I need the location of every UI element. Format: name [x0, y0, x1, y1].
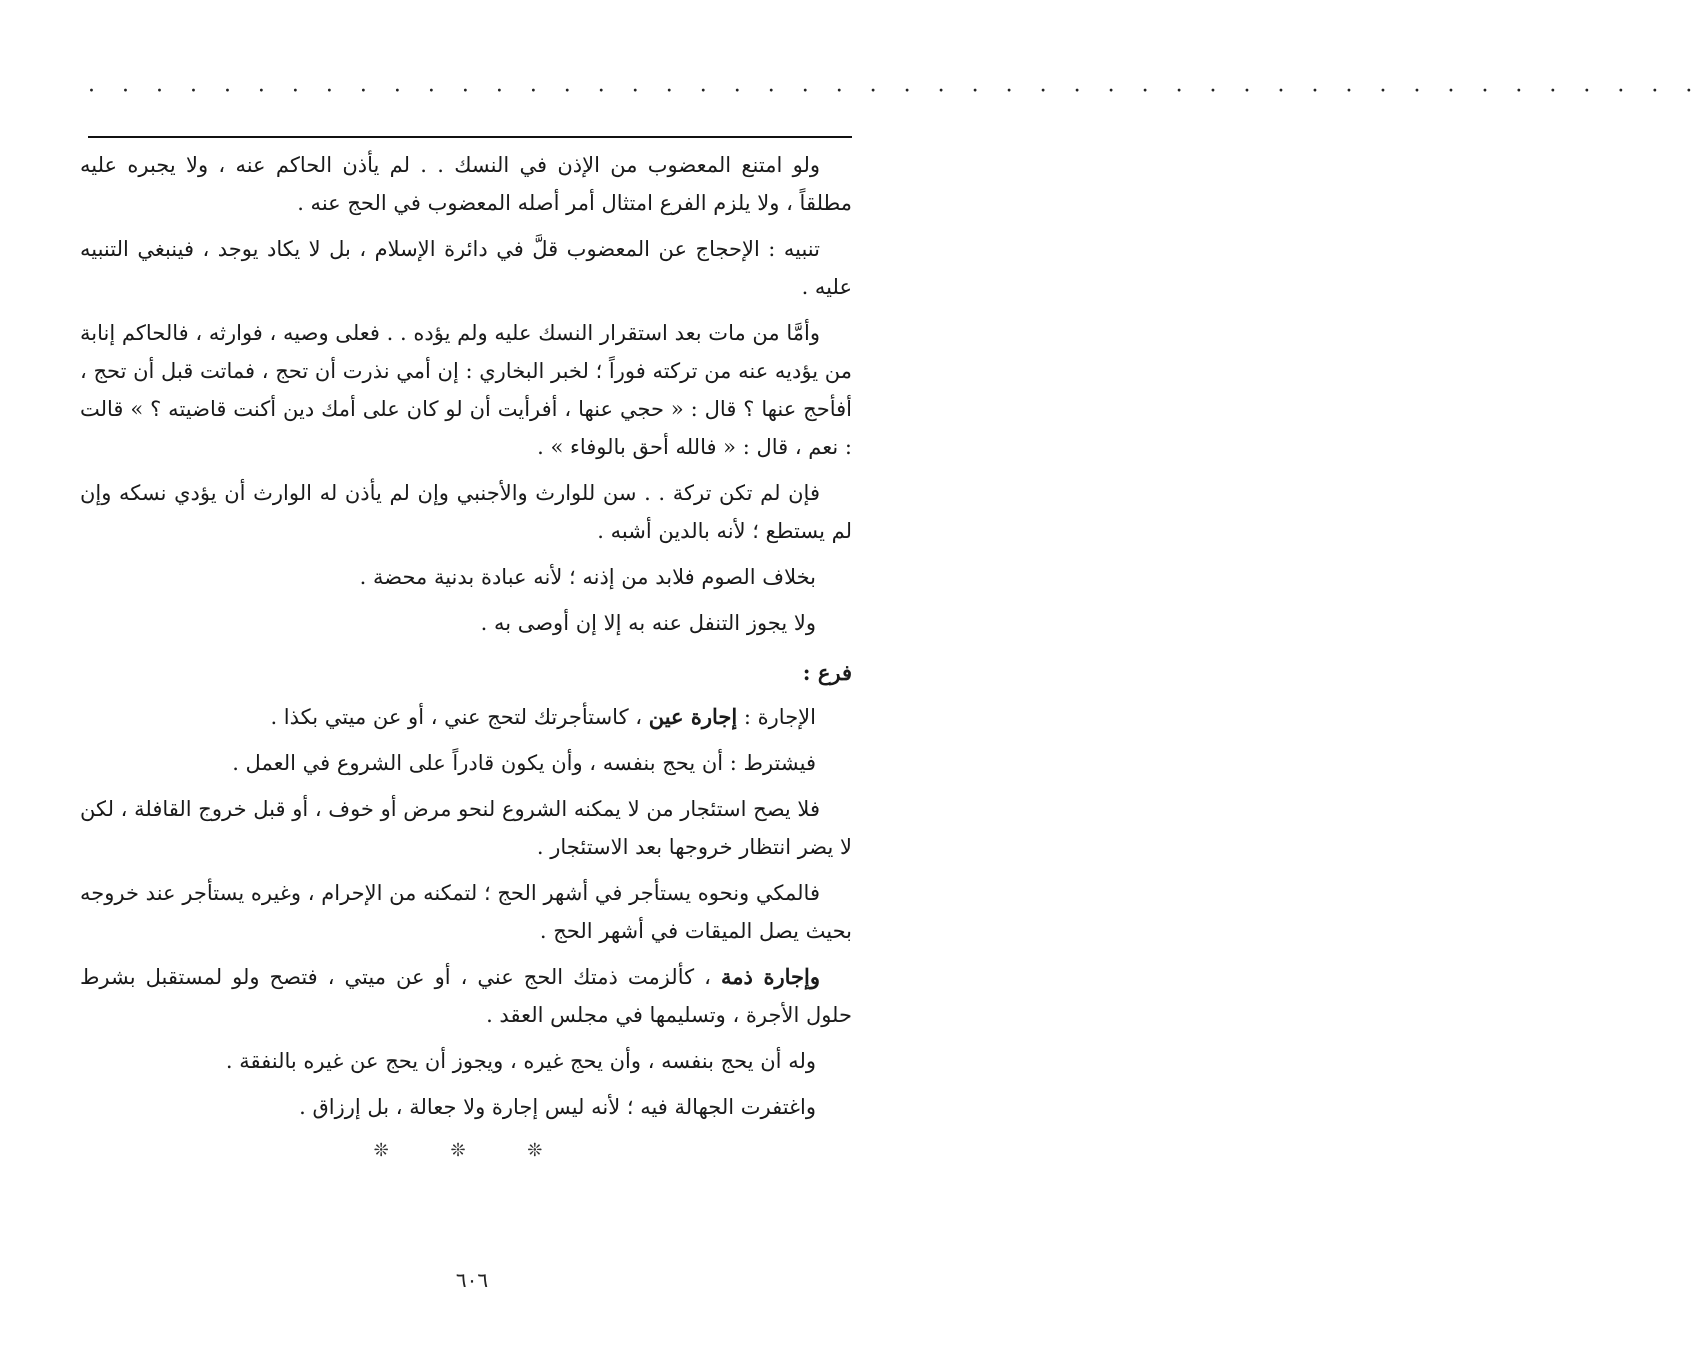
paragraph-meccan: فالمكي ونحوه يستأجر في أشهر الحج ؛ لتمكنه من الإحرام ، وغيره يستأجر عند خروجه بحيث يصل الميقات في أشهر الحج .: [80, 881, 852, 943]
ijara-ayn-term: إجارة عين: [648, 704, 738, 729]
paragraph-note: تنبيه : الإحجاج عن المعضوب قلَّ في دائرة الإسلام ، بل لا يكاد يوجد ، فينبغي التنبيه عليه .: [80, 237, 852, 299]
header-rule: [88, 136, 852, 138]
ijara-ayn-rest: ، كاستأجرتك لتحج عني ، أو عن ميتي بكذا .: [270, 705, 649, 729]
ijara-dhimma-term: وإجارة ذمة: [720, 964, 820, 989]
ijara-dhimma-rest: ، كألزمت ذمتك الحج عني ، أو عن ميتي ، فتصح ولو لمستقبل بشرط حلول الأجرة ، وتسليمها في مجلس العقد .: [80, 965, 852, 1027]
branch-heading: فرع :: [802, 660, 852, 685]
header-dots: · · · · · · · · · · · · · · · · · · · · · · · · · · · · · · · · · · · · · · · · · · · · · · · ·: [88, 79, 1702, 104]
ijara-ayn-lead: الإجارة :: [737, 705, 816, 729]
paragraph-ijara-dhimma: [80, 958, 852, 1034]
page-body: [80, 146, 852, 1134]
paragraph-death: وأمَّا من مات بعد استقرار النسك عليه ولم يؤده . . فعلى وصيه ، فوارثه ، فالحاكم إنابة من يؤديه عنه من تركته فوراً ؛ لخبر البخاري : إن أمي نذرت أن تحج ، فماتت قبل أن تحج ، أفأحج عنها ؟ قال : « حجي عنها ، أفرأيت أن لو كان على أمك دين أكنت قاضيته ؟ » قالت : نعم ، قال : « فالله أحق بالوفاء » .: [80, 321, 852, 459]
section-ornament: ❊ ❊ ❊: [373, 1140, 571, 1161]
line-ijara-ayn: [80, 698, 816, 736]
line-voluntary: ولا يجوز التنفل عنه به إلا إن أوصى به .: [480, 611, 816, 635]
line-fasting: بخلاف الصوم فلابد من إذنه ؛ لأنه عبادة بدنية محضة .: [359, 565, 816, 589]
line-condition: فيشترط : أن يحج بنفسه ، وأن يكون قادراً على الشروع في العمل .: [232, 751, 816, 775]
line-self-or-other: وله أن يحج بنفسه ، وأن يحج غيره ، ويجوز أن يحج عن غيره بالنفقة .: [225, 1049, 816, 1073]
paragraph-no-estate: فإن لم تكن تركة . . سن للوارث والأجنبي وإن لم يأذن له الوارث أن يؤدي نسكه وإن لم يستطع ؛ لأنه بالدين أشبه .: [80, 481, 852, 543]
line-uncertainty: واغتفرت الجهالة فيه ؛ لأنه ليس إجارة ولا جعالة ، بل إرزاق .: [299, 1095, 816, 1119]
paragraph-hire-invalid: فلا يصح استئجار من لا يمكنه الشروع لنحو مرض أو خوف ، أو قبل خروج القافلة ، لكن لا يضر انتظار خروجها بعد الاستئجار .: [80, 797, 852, 859]
page-number: ٦٠٦: [455, 1268, 489, 1292]
paragraph-refusal: ولو امتنع المعضوب من الإذن في النسك . . لم يأذن الحاكم عنه ، ولا يجبره عليه مطلقاً ، ولا يلزم الفرع امتثال أمر أصله المعضوب في الحج عنه .: [80, 153, 852, 215]
